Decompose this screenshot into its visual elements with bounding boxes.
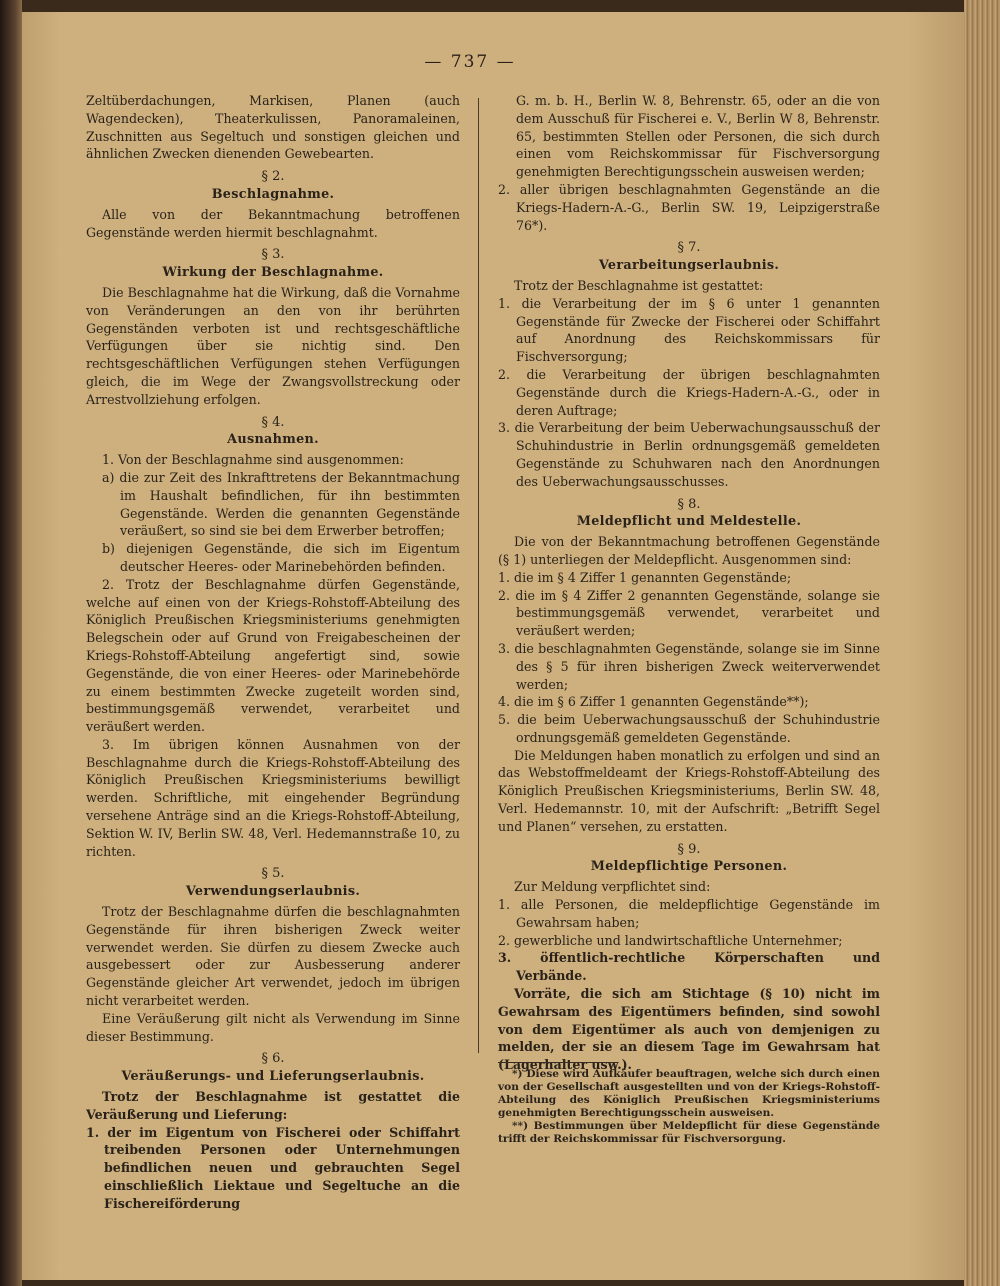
section-4-item-a: a) die zur Zeit des Inkrafttretens der Bekanntmachung im Haushalt befindlichen, für ihn bestimmten Gegenstände. Werden die genannten Gegenstände veräußert, so sind sie bei dem Erwerber betroffen; bbox=[102, 469, 460, 539]
footnotes bbox=[498, 1068, 880, 1146]
footnote-rule bbox=[498, 1062, 618, 1063]
section-8-item-2: 2. die im § 4 Ziffer 2 genannten Gegenstände, solange sie bestimmungsgemäß verwendet, verarbeitet und veräußert werden; bbox=[498, 587, 880, 639]
section-9-title: Meldepflichtige Personen. bbox=[590, 859, 788, 875]
section-8-item-5: 5. die beim Ueberwachungsausschuß der Schuhindustrie ordnungsgemäß gemeldeten Gegenstände. bbox=[498, 712, 880, 745]
section-6-item-1-continued: G. m. b. H., Berlin W. 8, Behrenstr. 65, oder an die von dem Ausschuß für Fischerei e. V., Berlin W 8, Behrenstr. 65, bestimmten Stellen oder Personen, die sich durch einen vom Reichskommissar für Fischversorgung genehmigten Berechtigungsschein ausweisen werden; bbox=[516, 93, 880, 180]
section-9-paragraph-1: Zur Meldung verpflichtet sind: bbox=[514, 879, 711, 895]
left-column bbox=[86, 92, 460, 1213]
section-4-point-2: 2. Trotz der Beschlagnahme dürfen Gegenstände, welche auf einen von der Kriegs-Rohstoff-Abteilung des Königlich Preußischen Kriegsministeriums genehmigten Belegschein oder auf Grund von Freigabescheinen der Kriegs-Rohstoff-Abteilung angefertigt sind, sowie Gegenstände, die von einer Heeres- oder Marinebehörde zu einem bestimmten Zwecke zugeteilt worden sind, bestimmungsgemäß verwendet, verarbeitet und veräußert werden. bbox=[86, 576, 460, 735]
section-9-item-3: 3. öffentlich-rechtliche Körperschaften und Verbände. bbox=[498, 950, 880, 984]
section-3-text: Die Beschlagnahme hat die Wirkung, daß die Vornahme von Veränderungen an den von ihr berührten Gegenständen verboten ist und rechtsgeschäftliche Verfügungen über sie nichtig sind. Den rechtsgeschäftlichen Verfügungen stehen Verfügungen gleich, die im Wege der Zwangsvollstreckung oder Arrestvollziehung erfolgen. bbox=[86, 284, 460, 407]
page-number: — 737 — bbox=[424, 52, 516, 72]
footnote-1: *) Diese wird Aufkäufer beauftragen, welche sich durch einen von der Gesellschaft ausgestellten und von der Kriegs-Rohstoff-Abteilung des Königlich Preußischen Kriegsministeriums genehmigten Berechtigungsschein ausweisen. bbox=[498, 1068, 880, 1119]
footnote-2: **) Bestimmungen über Meldepflicht für diese Gegenstände trifft der Reichskommissar für Fischversorgung. bbox=[498, 1120, 880, 1145]
section-8-paragraph-1: Die von der Bekanntmachung betroffenen Gegenstände (§ 1) unterliegen der Meldepflicht. Ausgenommen sind: bbox=[498, 534, 880, 567]
column-divider bbox=[478, 98, 479, 1053]
section-7-item-1: 1. die Verarbeitung der im § 6 unter 1 genannten Gegenstände für Zwecke der Fischerei oder Schiffahrt auf Anordnung des Reichskommissars für Fischversorgung; bbox=[498, 295, 880, 365]
section-6-title: Veräußerungs- und Lieferungserlaubnis. bbox=[121, 1069, 425, 1085]
section-4-number: § 4. bbox=[261, 414, 285, 430]
section-8-title: Meldepflicht und Meldestelle. bbox=[576, 514, 802, 530]
section-9-paragraph-2: Vorräte, die sich am Stichtage (§ 10) nicht im Gewahrsam des Eigentümers befinden, sind sowohl von dem Eigentümer als auch von demjenigen zu melden, der sie an diesem Tage im Gewahrsam hat (Lagerhalter usw.). bbox=[498, 986, 880, 1073]
section-8-item-3: 3. die beschlagnahmten Gegenstände, solange sie im Sinne des § 5 für ihren bisherigen Zweck weiterverwendet werden; bbox=[498, 640, 880, 692]
section-8-item-1: 1. die im § 4 Ziffer 1 genannten Gegenstände; bbox=[498, 569, 792, 585]
section-6-item-1: 1. der im Eigentum von Fischerei oder Schiffahrt treibenden Personen oder Unternehmungen befindlichen neuen und gebrauchten Segel einschließlich Liektaue und Segeltuche an die Fischereiförderung bbox=[86, 1124, 460, 1211]
section-7-paragraph-1: Trotz der Beschlagnahme ist gestattet: bbox=[514, 277, 764, 293]
section-2-number: § 2. bbox=[261, 169, 285, 185]
section-9-item-1: 1. alle Personen, die meldepflichtige Gegenstände im Gewahrsam haben; bbox=[498, 897, 880, 930]
section-4-title: Ausnahmen. bbox=[227, 432, 319, 448]
section-8-item-4: 4. die im § 6 Ziffer 1 genannten Gegenstände**); bbox=[498, 694, 809, 710]
section-3-title: Wirkung der Beschlagnahme. bbox=[162, 265, 384, 281]
section-8-paragraph-2: Die Meldungen haben monatlich zu erfolgen und sind an das Webstoffmeldeamt der Kriegs-Rohstoff-Abteilung des Königlich Preußischen Kriegsministeriums, Berlin SW. 48, Verl. Hedemannstr. 10, mit der Aufschrift: „Betrifft Segel und Planen“ versehen, zu erstatten. bbox=[498, 747, 880, 834]
section-5-paragraph-2: Eine Veräußerung gilt nicht als Verwendung im Sinne dieser Bestimmung. bbox=[86, 1010, 460, 1044]
section-4-item-b: b) diejenigen Gegenstände, die sich im Eigentum deutscher Heeres- oder Marinebehörden befinden. bbox=[102, 541, 460, 574]
section-2-title: Beschlagnahme. bbox=[211, 186, 335, 202]
section-5-paragraph-1: Trotz der Beschlagnahme dürfen die beschlagnahmten Gegenstände für ihren bisherigen Zweck weiter verwendet werden. Sie dürfen zu diesem Zwecke auch ausgebessert oder zur Ausbesserung anderer Gegenstände gleicher Art verwendet, jedoch im übrigen nicht verarbeitet werden. bbox=[86, 904, 460, 1009]
section-6-number: § 6. bbox=[261, 1051, 285, 1067]
section-2-text: Alle von der Bekanntmachung betroffenen Gegenstände werden hiermit beschlagnahmt. bbox=[86, 206, 460, 240]
section-7-item-2: 2. die Verarbeitung der übrigen beschlagnahmten Gegenstände durch die Kriegs-Hadern-A.-G., oder in deren Auftrage; bbox=[498, 366, 880, 418]
section-4-point-3: 3. Im übrigen können Ausnahmen von der Beschlagnahme durch die Kriegs-Rohstoff-Abteilung des Königlich Preußischen Kriegsministeriums bewilligt werden. Schriftliche, mit eingehender Begründung versehene Anträge sind an die Kriegs-Rohstoff-Abteilung, Sektion W. IV, Berlin SW. 48, Verl. Hedemannstraße 10, zu richten. bbox=[86, 736, 460, 859]
section-7-title: Verarbeitungserlaubnis. bbox=[598, 258, 780, 274]
right-column bbox=[498, 92, 880, 1074]
section-9-item-2: 2. gewerbliche und landwirtschaftliche Unternehmer; bbox=[498, 932, 843, 948]
section-7-item-3: 3. die Verarbeitung der beim Ueberwachungsausschuß der Schuhindustrie in Berlin ordnungsgemäß gemeldeten Gegenstände zu Schuhwaren nach den Anordnungen des Ueberwachungsausschusses. bbox=[498, 420, 880, 489]
section-6-paragraph-1: Trotz der Beschlagnahme ist gestattet die Veräußerung und Lieferung: bbox=[86, 1089, 460, 1122]
section-5-title: Verwendungserlaubnis. bbox=[185, 884, 361, 900]
section-3-number: § 3. bbox=[261, 247, 285, 263]
section-4-point-1: 1. Von der Beschlagnahme sind ausgenommen: bbox=[102, 452, 404, 468]
book-binding-left bbox=[0, 0, 22, 1286]
section-9-number: § 9. bbox=[677, 841, 701, 857]
intro-text: Zeltüberdachungen, Markisen, Planen (auch Wagendecken), Theaterkulissen, Panoramaleinen, Zuschnitten aus Segeltuch und sonstigen gleichen und ähnlichen Zwecken dienenden Gewebearten. bbox=[86, 93, 460, 162]
section-7-number: § 7. bbox=[677, 240, 701, 256]
section-8-number: § 8. bbox=[677, 496, 701, 512]
section-6-item-2: 2. aller übrigen beschlagnahmten Gegenstände an die Kriegs-Hadern-A.-G., Berlin SW. 19, Leipzigerstraße 76*). bbox=[498, 181, 880, 233]
book-page-edges-right bbox=[964, 0, 1000, 1286]
section-5-number: § 5. bbox=[261, 866, 285, 882]
